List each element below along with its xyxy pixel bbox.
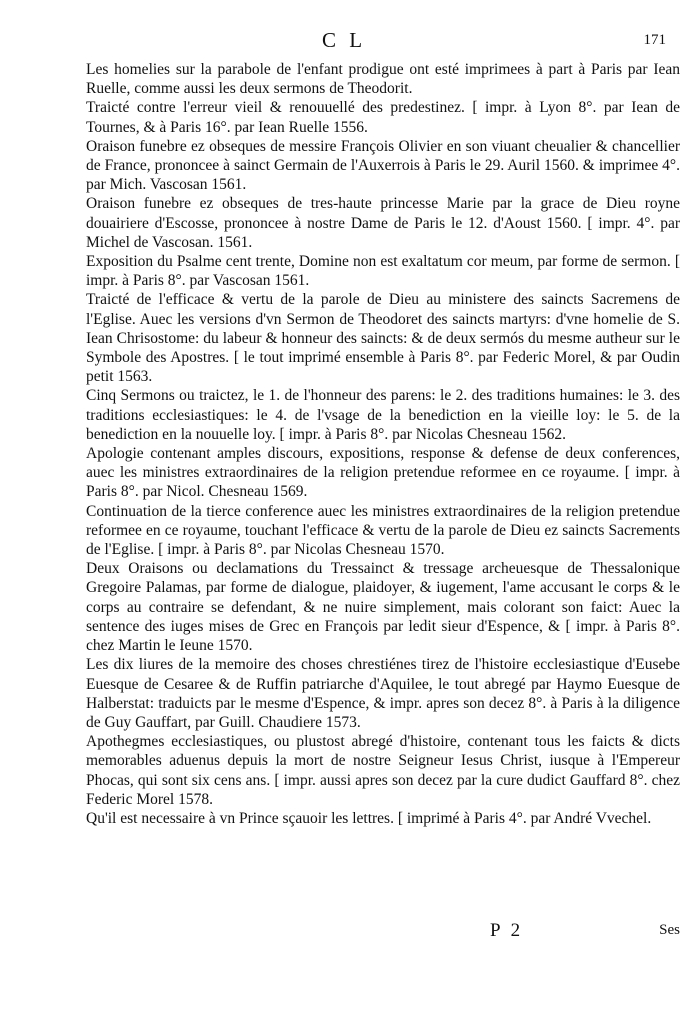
bibliography-entry: Apothegmes ecclesiastiques, ou plustost abregé d'histoire, contenant tous les faicts & dicts memorables aduenus depuis la mort de nostre Seigneur Iesus Christ, iusque à l'Empereur Phocas, qui sont six cens ans. [ impr. aussi apres son decez par la cure dudict Gauffard 8°. chez Federic Morel 1578.	[86, 733, 680, 808]
bibliography-entry: Qu'il est necessaire à vn Prince sçauoir les lettres. [ imprimé à Paris 4°. par André Vvechel.	[86, 809, 652, 827]
running-head: C L	[322, 28, 367, 52]
bibliography-entry: Les homelies sur la parabole de l'enfant prodigue ont esté imprimees à part à Paris par Iean Ruelle, comme aussi les deux sermons de Theodorit.	[86, 61, 680, 98]
bibliography-entry: Traicté de l'efficace & vertu de la parole de Dieu au ministere des saincts Sacremens de l'Eglise. Auec les versions d'vn Sermon de Theodoret des saincts martyrs: d'vne homelie de S. Iean Chrisostome: du labeur & honneur des saincts: & de deux sermós du mesme autheur sur le Symbole des Apostres. [ le tout imprimé ensemble à Paris 8°. par Federic Morel, & par Oudin petit 1563.	[86, 291, 680, 386]
page-footer	[86, 920, 680, 944]
bibliography-entries	[86, 60, 680, 828]
bibliography-entry: Continuation de la tierce conference auec les ministres extraordinaires de la religion pretendue reformee en ce royaume, touchant l'efficace & vertu de la parole de Dieu ez saincts Sacrements de l'Eglise. [ impr. à Paris 8°. par Nicolas Chesneau 1570.	[86, 502, 680, 559]
bibliography-entry: Les dix liures de la memoire des choses chrestiénes tirez de l'histoire ecclesiastique d'Eusebe Euesque de Cesaree & de Ruffin patriarche d'Aquilee, le tout abregé par Haymo Euesque de Halberstat: traduicts par le mesme d'Espence, & impr. apres son decez 8°. à Paris à la diligence de Guy Gauffart, par Guill. Chaudiere 1573.	[86, 656, 680, 731]
signature-mark: P 2	[490, 920, 524, 941]
bibliography-entry: Cinq Sermons ou traictez, le 1. de l'honneur des parens: le 2. des traditions humaines: le 3. des traditions ecclesiastiques: le 4. de l'vsage de la benediction en la vieille loy: le 5. de la benediction en la nouuelle loy. [ impr. à Paris 8°. par Nicolas Chesneau 1562.	[86, 387, 680, 443]
bibliography-entry: Oraison funebre ez obseques de tres-haute princesse Marie par la grace de Dieu royne douairiere d'Escosse, prononcee à nostre Dame de Paris le 12. d'Aoust 1560. [ impr. 4°. par Michel de Vascosan. 1561.	[86, 195, 680, 251]
bibliography-entry: Oraison funebre ez obseques de messire François Olivier en son viuant cheualier & chancellier de France, prononcee à sainct Germain de l'Auxerrois à Paris le 29. Auril 1560. & imprimee 4°. par Mich. Vascosan 1561.	[86, 137, 680, 194]
page-header	[90, 28, 666, 58]
page-number: 171	[643, 32, 666, 48]
bibliography-entry: Deux Oraisons ou declamations du Tressainct & tressage archeuesque de Thessalonique Gregoire Palamas, par forme de dialogue, plaidoyer, & iugement, l'ame accusant le corps & le corps au contraire se defendant, & ne nuire simplement, mais colorant son faict: Auec la sentence des iuges mises de Grec en François par ledit sieur d'Espence, & [ impr. à Paris 8°. chez Martin le Ieune 1570.	[86, 560, 680, 655]
bibliography-entry: Traicté contre l'erreur vieil & renouuellé des predestinez. [ impr. à Lyon 8°. par Iean de Tournes, & à Paris 16°. par Iean Ruelle 1556.	[86, 99, 680, 136]
bibliography-entry: Exposition du Psalme cent trente, Domine non est exaltatum cor meum, par forme de sermon. [ impr. à Paris 8°. par Vascosan 1561.	[86, 253, 680, 290]
catchword: Ses	[659, 922, 680, 938]
bibliography-entry: Apologie contenant amples discours, expositions, response & defense de deux conferences, auec les ministres extraordinaires de la religion pretendue reformee en ce royaume. [ impr. à Paris 8°. par Nicol. Chesneau 1569.	[86, 445, 680, 501]
